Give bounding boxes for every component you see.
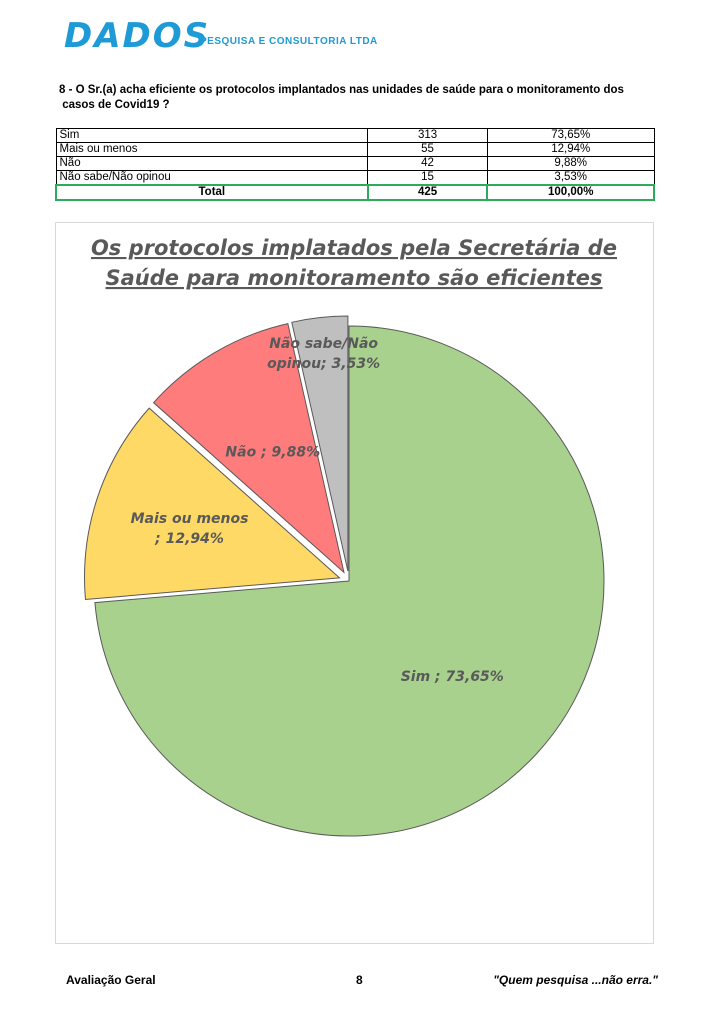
company-logo	[64, 16, 384, 56]
data-label: Não sabe/Não opinou; 3,53%	[267, 336, 381, 373]
data-label: Sim ; 73,65%	[400, 668, 504, 685]
chart-title-line-2: Saúde para monitoramento são eficientes	[105, 266, 603, 290]
row-label: Não sabe/Não opinou	[56, 171, 368, 186]
row-percent: 3,53%	[487, 171, 654, 186]
table-row	[56, 129, 654, 143]
pie-slices	[85, 316, 604, 836]
question-line-2: casos de Covid19 ?	[59, 99, 170, 111]
logo-wordmark: DADOS	[64, 16, 211, 56]
total-count: 425	[368, 185, 488, 200]
row-percent: 12,94%	[487, 143, 654, 157]
footer-page-number: 8	[356, 973, 363, 987]
table-row	[56, 157, 654, 171]
row-percent: 9,88%	[487, 157, 654, 171]
table-row	[56, 143, 654, 157]
logo-subtitle: PESQUISA E CONSULTORIA LTDA	[200, 36, 378, 47]
table-total-row	[56, 185, 654, 200]
pie-chart-container	[55, 222, 654, 944]
question-line-1: 8 - O Sr.(a) acha eficiente os protocolos implantados nas unidades de saúde para o monitoramento dos	[59, 84, 624, 96]
row-percent: 73,65%	[487, 129, 654, 143]
row-count: 55	[368, 143, 488, 157]
data-label: Mais ou menos ; 12,94%	[130, 510, 249, 547]
pie-chart	[56, 223, 653, 943]
row-label: Mais ou menos	[56, 143, 368, 157]
results-table	[55, 128, 655, 201]
row-count: 15	[368, 171, 488, 186]
footer-slogan: "Quem pesquisa ...não erra."	[493, 973, 658, 987]
table-row	[56, 171, 654, 186]
row-label: Não	[56, 157, 368, 171]
row-count: 313	[368, 129, 488, 143]
row-count: 42	[368, 157, 488, 171]
chart-title-line-1: Os protocolos implatados pela Secretária de	[90, 236, 618, 260]
footer-section-title: Avaliação Geral	[66, 973, 156, 987]
row-label: Sim	[56, 129, 368, 143]
total-label: Total	[56, 185, 368, 200]
total-percent: 100,00%	[487, 185, 654, 200]
data-label: Não ; 9,88%	[225, 444, 321, 461]
question-text	[59, 83, 664, 113]
